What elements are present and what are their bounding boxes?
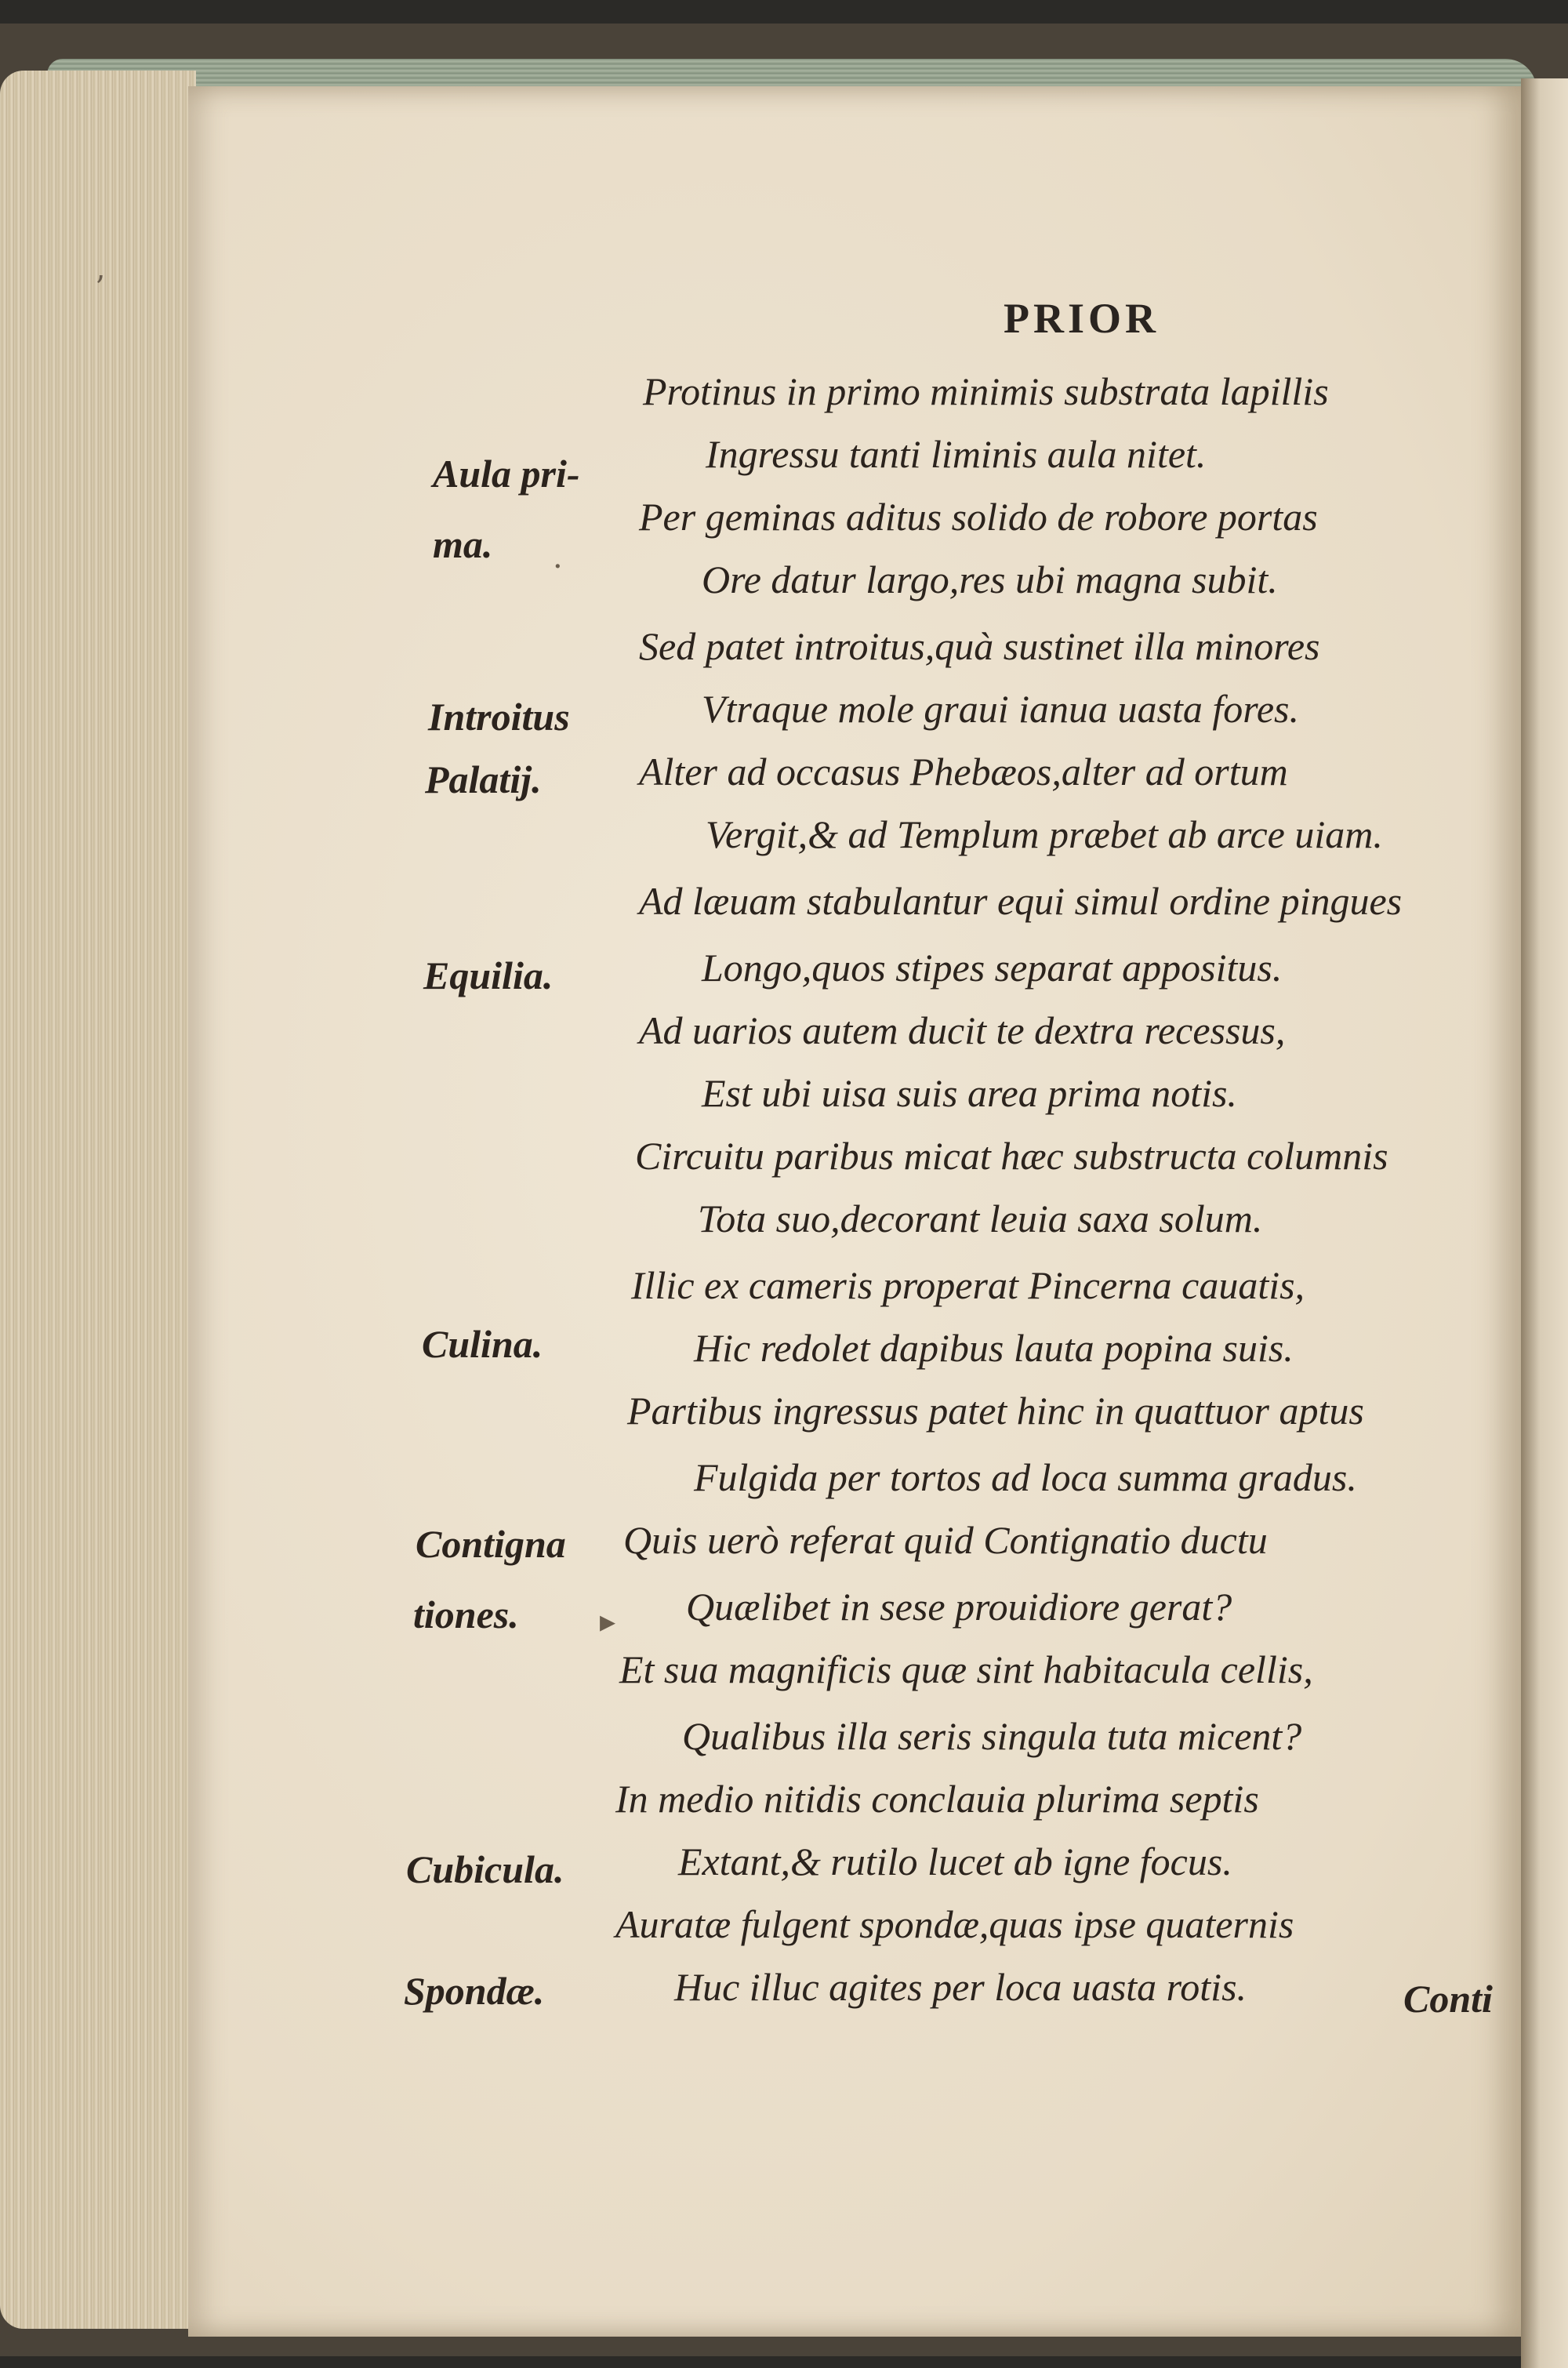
margin-note: Culina. xyxy=(422,1322,543,1366)
verse-line: Vtraque mole graui ianua uasta fores. xyxy=(702,687,1300,731)
verse-line: Alter ad occasus Phebæos,alter ad ortum xyxy=(639,750,1288,794)
ink-speck: ▸ xyxy=(600,1603,616,1640)
verse-line: Per geminas aditus solido de robore portas xyxy=(639,495,1318,539)
ink-speck: · xyxy=(553,549,563,585)
verse-line: Vergit,& ad Templum præbet ab arce uiam. xyxy=(706,812,1383,856)
margin-note: Introitus xyxy=(428,695,570,739)
margin-note: Spondæ. xyxy=(404,1969,545,2013)
margin-note: Palatij. xyxy=(425,757,542,801)
page-stack-edges xyxy=(0,71,196,2329)
facing-page-edge xyxy=(1521,78,1568,2368)
ink-speck: ʼ xyxy=(94,271,104,307)
verse-line: Quis uerò referat quid Contignatio ductu xyxy=(623,1518,1268,1562)
margin-note: Equilia. xyxy=(423,953,554,997)
verse-line: Longo,quos stipes separat appositus. xyxy=(702,946,1283,990)
verse-line: Ore datur largo,res ubi magna subit. xyxy=(702,557,1278,601)
verse-line: Auratæ fulgent spondæ,quas ipse quaternis xyxy=(615,1902,1294,1946)
verse-line: Circuitu paribus micat hæc substructa columnis xyxy=(635,1134,1388,1178)
verse-line: Illic ex cameris properat Pincerna cauatis, xyxy=(631,1263,1305,1307)
verse-line: Qualibus illa seris singula tuta micent? xyxy=(682,1714,1302,1758)
running-head: PRIOR xyxy=(1004,295,1160,342)
verse-line: Huc illuc agites per loca uasta rotis. xyxy=(674,1965,1247,2009)
verse-line: Quælibet in sese prouidiore gerat? xyxy=(686,1585,1232,1629)
margin-note: Cubicula. xyxy=(406,1847,564,1891)
verse-line: Ad uarios autem ducit te dextra recessus, xyxy=(639,1008,1286,1052)
verse-line: Partibus ingressus patet hinc in quattuor aptus xyxy=(627,1389,1364,1433)
verse-line: Fulgida per tortos ad loca summa gradus. xyxy=(694,1455,1357,1499)
verse-line: Est ubi uisa suis area prima notis. xyxy=(702,1071,1237,1115)
verse-line: Tota suo,decorant leuia saxa solum. xyxy=(698,1197,1263,1240)
verse-line: Ingressu tanti liminis aula nitet. xyxy=(706,432,1207,476)
margin-note: ma. xyxy=(433,522,493,566)
verse-line: Ad læuam stabulantur equi simul ordine pingues xyxy=(639,879,1403,923)
verse-line: Et sua magnificis quæ sint habitacula cellis, xyxy=(619,1647,1313,1691)
margin-note: Contigna xyxy=(416,1522,566,1566)
verse-line: Sed patet introitus,quà sustinet illa minores xyxy=(639,624,1320,668)
margin-note: tiones. xyxy=(413,1593,519,1636)
verse-line: Extant,& rutilo lucet ab igne focus. xyxy=(678,1840,1232,1883)
catchword: Conti xyxy=(1403,1977,1493,2021)
verse-line: Hic redolet dapibus lauta popina suis. xyxy=(694,1326,1294,1370)
margin-note: Aula pri- xyxy=(433,452,580,496)
verse-line: Protinus in primo minimis substrata lapillis xyxy=(643,369,1329,413)
verse-line: In medio nitidis conclauia plurima septis xyxy=(615,1777,1259,1821)
